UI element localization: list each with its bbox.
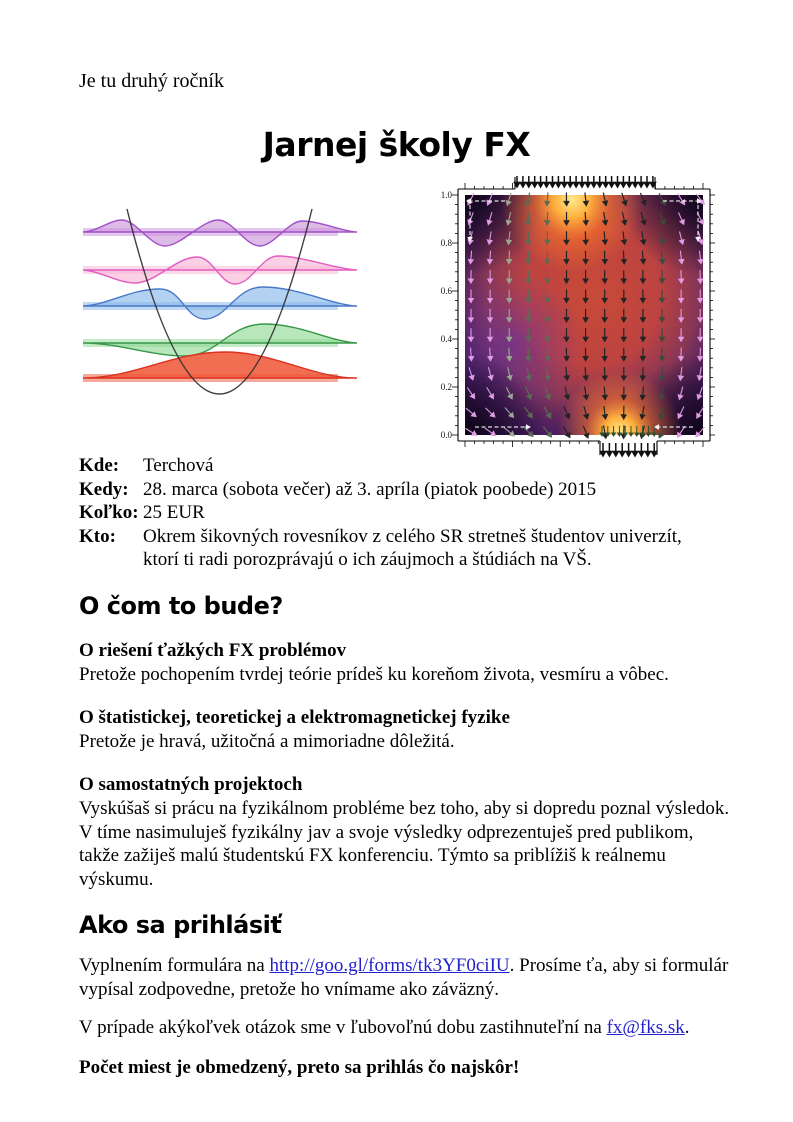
y-tick-label: 0.0 [440, 430, 452, 440]
info-value: Terchová [143, 455, 214, 476]
about-item-body: Pretože je hravá, užitočná a mimoriadne dôležitá. [79, 731, 455, 752]
info-label: Kto: [79, 525, 116, 547]
about-item-body: Vyskúšaš si prácu na fyzikálnom probléme bez toho, aby si dopredu poznal výsledok. V tíme nasimuluješ fyzikálny jav a svoje výsledky odprezentuješ pred publikom, takže zažiješ malú študentskú FX konferenciu. Týmto sa priblížiš k reálnemu výskumu. [79, 798, 730, 890]
y-tick-label: 1.0 [440, 190, 452, 200]
y-tick-label: 0.6 [440, 286, 452, 296]
signup-text: . Prosíme ťa, aby si formulár vypísal zodpovedne, pretože ho vnímame ako záväzný. [79, 955, 729, 1000]
density-background [465, 195, 703, 435]
signup-text: Vyplnením formulára na [79, 955, 270, 976]
closing-statement: Počet miest je obmedzený, preto sa prihlás čo najskôr! [79, 1056, 520, 1078]
figures-row [0, 174, 793, 454]
flow-figure [420, 174, 715, 461]
about-item [0, 773, 793, 892]
y-tick-label: 0.8 [440, 238, 452, 248]
info-table [79, 454, 721, 572]
info-label: Koľko: [79, 502, 139, 523]
section-heading-about: O čom to bude? [79, 591, 283, 620]
email-link[interactable]: fx@fks.sk [606, 1017, 685, 1038]
info-value: 25 EUR [143, 502, 205, 523]
about-item [0, 706, 793, 754]
intro-text: Je tu druhý ročník [79, 70, 224, 92]
info-value: Okrem šikovných rovesníkov z celého SR stretneš študentov univerzít, ktorí ti radi porozprávajú o ich záujmoch a štúdiách na VŠ. [143, 525, 682, 570]
about-item-body: Pretože pochopením tvrdej teórie prídeš ku koreňom života, vesmíru a vôbec. [79, 664, 669, 685]
signup-paragraph-contact [79, 1016, 733, 1040]
about-item-title: O štatistickej, teoretickej a elektromagnetickej fyzike [79, 706, 510, 728]
info-value: 28. marca (sobota večer) až 3. apríla (piatok poobede) 2015 [143, 478, 597, 500]
section-heading-signup: Ako sa prihlásiť [79, 911, 282, 939]
signup-text: . [684, 1017, 690, 1038]
page-title: Jarnej školy FX [262, 125, 531, 164]
info-label: Kedy: [79, 478, 129, 500]
oscillator-figure [80, 197, 360, 412]
about-item-title: O riešení ťažkých FX problémov [79, 639, 347, 661]
about-item-title: O samostatných projektoch [79, 773, 303, 795]
about-item [0, 639, 793, 687]
y-axis-labels [441, 190, 453, 440]
info-label: Kde: [79, 455, 120, 476]
signup-text: V prípade akýkoľvek otázok sme v ľubovoľnú dobu zastihnuteľní na [79, 1017, 607, 1038]
signup-paragraph-form [79, 954, 733, 1001]
y-tick-label: 0.2 [440, 382, 452, 392]
form-link[interactable]: http://goo.gl/forms/tk3YF0ciIU [269, 955, 510, 976]
wavefunction-curves [83, 220, 357, 378]
y-tick-label: 0.4 [440, 334, 452, 344]
